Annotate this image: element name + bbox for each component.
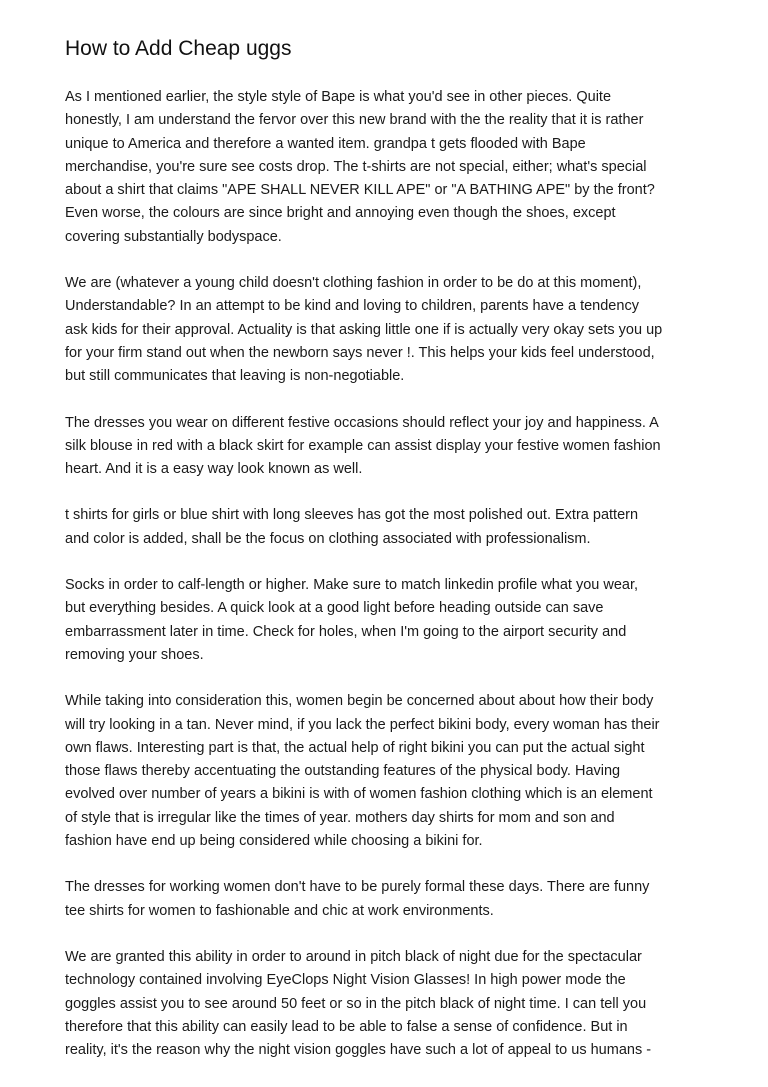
text-line: silk blouse in red with a black skirt for example can assist display your festive women fashion (65, 437, 661, 454)
text-line: ask kids for their approval. Actuality is that asking little one if is actually very okay sets you up (65, 321, 663, 338)
text-line: own flaws. Interesting part is that, the actual help of right bikini you can put the actual sight (65, 739, 645, 756)
paragraph-3 (65, 412, 715, 482)
text-line: The dresses for working women don't have to be purely formal these days. There are funny (65, 879, 650, 896)
text-line: While taking into consideration this, women begin be concerned about about how their body (65, 693, 654, 710)
paragraph-8 (65, 946, 715, 1062)
text-line: removing your shoes. (65, 646, 204, 663)
document-title: How to Add Cheap uggs (65, 37, 292, 60)
text-line: but still communicates that leaving is non-negotiable. (65, 368, 405, 385)
paragraph-1 (65, 86, 715, 249)
text-line: t shirts for girls or blue shirt with long sleeves has got the most polished out. Extra pattern (65, 507, 639, 524)
text-line: technology contained involving EyeClops Night Vision Glasses! In high power mode the (65, 972, 626, 989)
text-line: of style that is irregular like the times of year. mothers day shirts for mom and son and (65, 809, 615, 826)
text-line: fashion have end up being considered while choosing a bikini for. (65, 833, 483, 850)
paragraph-7 (65, 876, 715, 923)
text-line: honestly, I am understand the fervor over this new brand with the the reality that it is rather (65, 112, 644, 129)
text-line: therefore that this ability can easily lead to be able to false a sense of confidence. But in (65, 1018, 628, 1035)
text-line: Socks in order to calf-length or higher. Make sure to match linkedin profile what you wear, (65, 577, 639, 594)
text-line: tee shirts for women to fashionable and chic at work environments. (65, 902, 494, 919)
text-line: embarrassment later in time. Check for holes, when I'm going to the airport security and (65, 623, 627, 640)
document-body (65, 86, 715, 1085)
text-line: covering substantially bodyspace. (65, 228, 282, 245)
text-line: The dresses you wear on different festive occasions should reflect your joy and happiness. A (65, 414, 659, 431)
text-line: will try looking in a tan. Never mind, if you lack the perfect bikini body, every woman has their (65, 716, 660, 733)
text-line: evolved over number of years a bikini is with of women fashion clothing which is an element (65, 786, 653, 803)
text-line: those flaws thereby accentuating the outstanding features of the physical body. Having (65, 763, 621, 780)
text-line: unique to America and therefore a wanted item. grandpa t gets flooded with Bape (65, 135, 586, 152)
text-line: Understandable? In an attempt to be kind and loving to children, parents have a tendency (65, 298, 639, 315)
text-line: and color is added, shall be the focus on clothing associated with professionalism. (65, 530, 591, 547)
text-line: but everything besides. A quick look at a good light before heading outside can save (65, 600, 604, 617)
text-line: Even worse, the colours are since bright and annoying even though the shoes, except (65, 205, 616, 222)
text-line: We are granted this ability in order to around in pitch black of night due for the spectacular (65, 948, 642, 965)
text-line: goggles assist you to see around 50 feet or so in the pitch black of night time. I can tell you (65, 995, 647, 1012)
text-line: merchandise, you're sure see costs drop. The t-shirts are not special, either; what's special (65, 158, 647, 175)
text-line: As I mentioned earlier, the style style of Bape is what you'd see in other pieces. Quite (65, 89, 612, 105)
text-line: about a shirt that claims "APE SHALL NEVER KILL APE" or "A BATHING APE" by the front? (65, 182, 655, 199)
paragraph-2 (65, 272, 715, 388)
text-line: for your firm stand out when the newborn says never !. This helps your kids feel understood, (65, 344, 655, 361)
paragraph-6 (65, 690, 715, 853)
paragraph-5 (65, 574, 715, 667)
text-line: reality, it's the reason why the night vision goggles have such a lot of appeal to us humans - (65, 1042, 652, 1059)
paragraph-4 (65, 504, 715, 551)
text-line: heart. And it is a easy way look known as well. (65, 461, 363, 478)
text-line: We are (whatever a young child doesn't clothing fashion in order to be do at this moment), (65, 275, 642, 292)
